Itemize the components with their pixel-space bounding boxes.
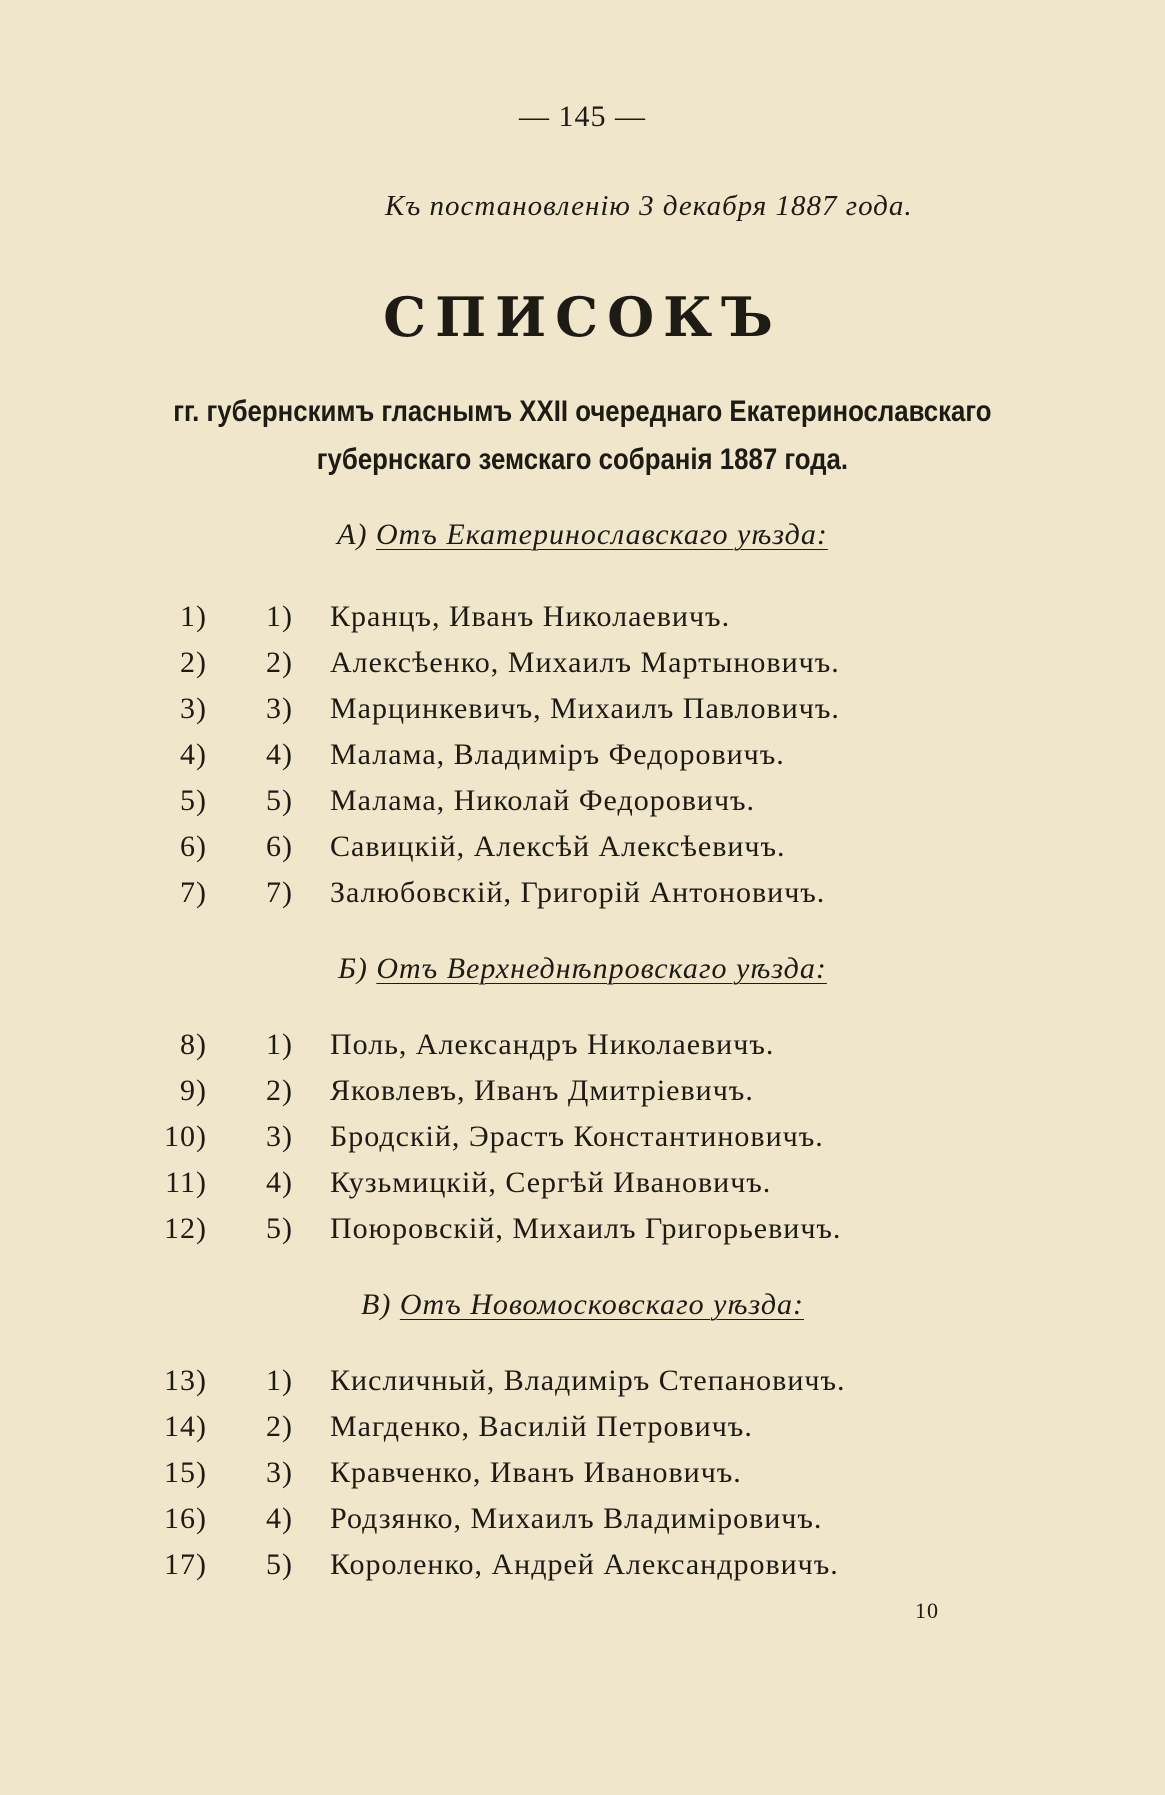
section-title: Отъ Новомосковскаго уѣзда: <box>399 1288 804 1321</box>
global-number: 17) <box>164 1548 207 1581</box>
global-number: 1) <box>180 600 207 633</box>
member-name: Залюбовскій, Григорій Антоновичъ. <box>330 876 826 909</box>
section-heading-v <box>0 1288 1165 1322</box>
list-item <box>0 1364 1165 1410</box>
list-item <box>0 1410 1165 1456</box>
section-heading-a <box>0 518 1165 552</box>
list-item <box>0 1548 1165 1594</box>
subtitle-line: гг. губернскимъ гласнымъ XXII очереднаго Екатеринославскаго <box>173 395 992 428</box>
subtitle <box>81 388 1083 484</box>
global-number: 2) <box>180 646 207 679</box>
global-number: 5) <box>180 784 207 817</box>
local-number: 7) <box>266 876 293 909</box>
member-name: Кисличный, Владиміръ Степановичъ. <box>330 1364 846 1397</box>
local-number: 6) <box>266 830 293 863</box>
member-name: Алексѣенко, Михаилъ Мартыновичъ. <box>330 646 840 679</box>
member-name: Савицкій, Алексѣй Алексѣевичъ. <box>330 830 786 863</box>
list-item <box>0 830 1165 876</box>
global-number: 13) <box>164 1364 207 1397</box>
global-number: 11) <box>165 1166 207 1199</box>
member-name: Родзянко, Михаилъ Владиміровичъ. <box>330 1502 823 1535</box>
list-item <box>0 1166 1165 1212</box>
local-number: 3) <box>266 1456 293 1489</box>
list-item <box>0 1074 1165 1120</box>
member-name: Малама, Владиміръ Федоровичъ. <box>330 738 785 771</box>
global-number: 6) <box>180 830 207 863</box>
resolution-note: Къ постановленію 3 декабря 1887 года. <box>385 190 913 222</box>
local-number: 4) <box>266 738 293 771</box>
local-number: 3) <box>266 692 293 725</box>
local-number: 3) <box>266 1120 293 1153</box>
global-number: 15) <box>164 1456 207 1489</box>
global-number: 8) <box>180 1028 207 1061</box>
member-name: Короленко, Андрей Александровичъ. <box>330 1548 839 1581</box>
global-number: 12) <box>164 1212 207 1245</box>
list-item <box>0 1212 1165 1258</box>
section-title: Отъ Екатеринославскаго уѣзда: <box>375 518 828 551</box>
page-number: — 145 — <box>519 100 646 133</box>
global-number: 4) <box>180 738 207 771</box>
member-name: Марцинкевичъ, Михаилъ Павловичъ. <box>330 692 840 725</box>
page-title: СПИСОКЪ <box>383 285 782 349</box>
list-item <box>0 600 1165 646</box>
local-number: 2) <box>266 1410 293 1443</box>
list-item <box>0 876 1165 922</box>
local-number: 2) <box>266 646 293 679</box>
section-letter: А) <box>337 518 368 551</box>
list-item <box>0 1502 1165 1548</box>
member-name: Кравченко, Иванъ Ивановичъ. <box>330 1456 742 1489</box>
member-name: Магденко, Василій Петровичъ. <box>330 1410 753 1443</box>
member-name: Поюровскій, Михаилъ Григорьевичъ. <box>330 1212 842 1245</box>
local-number: 4) <box>266 1166 293 1199</box>
global-number: 3) <box>180 692 207 725</box>
list-item <box>0 784 1165 830</box>
list-item <box>0 646 1165 692</box>
global-number: 14) <box>164 1410 207 1443</box>
section-letter: Б) <box>338 952 368 985</box>
local-number: 4) <box>266 1502 293 1535</box>
member-name: Кранцъ, Иванъ Николаевичъ. <box>330 600 731 633</box>
local-number: 5) <box>266 784 293 817</box>
global-number: 9) <box>180 1074 207 1107</box>
local-number: 1) <box>266 1028 293 1061</box>
member-name: Кузьмицкій, Сергѣй Ивановичъ. <box>330 1166 772 1199</box>
global-number: 7) <box>180 876 207 909</box>
member-name: Поль, Александръ Николаевичъ. <box>330 1028 775 1061</box>
signature-mark: 10 <box>915 1598 939 1623</box>
local-number: 1) <box>266 600 293 633</box>
local-number: 5) <box>266 1212 293 1245</box>
section-heading-b <box>0 952 1165 986</box>
list-item <box>0 738 1165 784</box>
section-letter: В) <box>361 1288 392 1321</box>
local-number: 5) <box>266 1548 293 1581</box>
list-item <box>0 1120 1165 1166</box>
member-name: Бродскій, Эрастъ Константиновичъ. <box>330 1120 824 1153</box>
local-number: 2) <box>266 1074 293 1107</box>
subtitle-line: губернскаго земскаго собранія 1887 года. <box>316 443 849 476</box>
section-title: Отъ Верхнеднѣпровскаго уѣзда: <box>376 952 827 985</box>
local-number: 1) <box>266 1364 293 1397</box>
list-item <box>0 692 1165 738</box>
member-name: Яковлевъ, Иванъ Дмитріевичъ. <box>330 1074 754 1107</box>
member-name: Малама, Николай Федоровичъ. <box>330 784 756 817</box>
list-item <box>0 1028 1165 1074</box>
global-number: 16) <box>164 1502 207 1535</box>
global-number: 10) <box>164 1120 207 1153</box>
list-item <box>0 1456 1165 1502</box>
